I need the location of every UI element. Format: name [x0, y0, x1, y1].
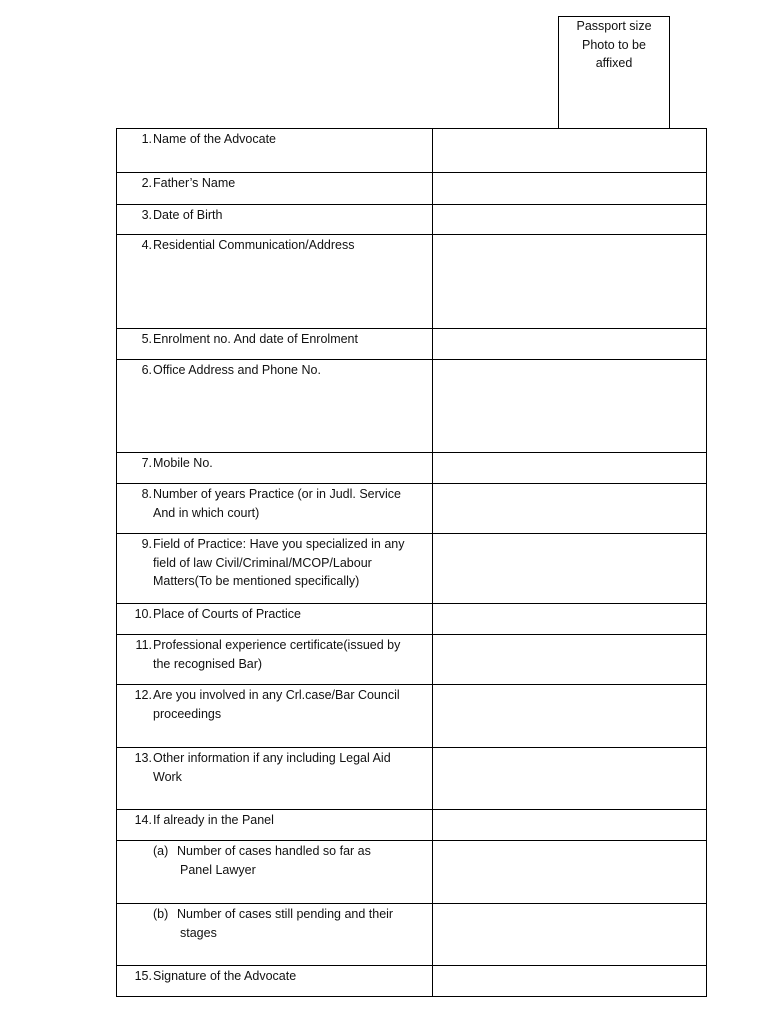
row-label: Place of Courts of Practice [153, 607, 301, 621]
row-number: 14. [134, 813, 152, 827]
form-row-experience-certificate [117, 635, 707, 685]
row-number: 9. [141, 537, 152, 551]
row-number: 12. [134, 688, 152, 702]
row-number: 10. [134, 607, 152, 621]
form-row-fathers-name [117, 173, 707, 205]
form-row-other-information [117, 748, 707, 810]
form-row-criminal-case [117, 685, 707, 748]
form-row-signature [117, 966, 707, 997]
row-label: Enrolment no. And date of Enrolment [153, 332, 358, 346]
answer-field-signature[interactable] [433, 966, 707, 997]
answer-field-date-of-birth[interactable] [433, 205, 707, 235]
row-number: 2. [141, 176, 152, 190]
answer-field-already-in-panel[interactable] [433, 810, 707, 841]
form-row-already-in-panel [117, 810, 707, 841]
answer-field-office-address[interactable] [433, 360, 707, 453]
row-label: Number of years Practice (or in Judl. Service And in which court) [153, 487, 402, 520]
form-row-years-practice [117, 484, 707, 534]
answer-field-other-information[interactable] [433, 748, 707, 810]
row-label: Other information if any including Legal Aid Work [153, 751, 391, 784]
form-row-cases-handled [117, 841, 707, 904]
answer-field-courts-of-practice[interactable] [433, 604, 707, 635]
row-number: 15. [134, 969, 152, 983]
form-row-residential-address [117, 235, 707, 329]
row-number: 11. [135, 638, 152, 652]
answer-field-years-practice[interactable] [433, 484, 707, 534]
form-row-date-of-birth [117, 205, 707, 235]
row-label-line-2: stages [180, 925, 217, 940]
form-row-courts-of-practice [117, 604, 707, 635]
photo-box-line-1: Passport size [576, 19, 652, 33]
form-row-mobile [117, 453, 707, 484]
answer-field-fathers-name[interactable] [433, 173, 707, 205]
row-number: 7. [141, 456, 152, 470]
answer-field-mobile[interactable] [433, 453, 707, 484]
passport-photo-box [558, 16, 670, 128]
form-row-office-address [117, 360, 707, 453]
application-form-table [116, 128, 707, 997]
row-number: 13. [134, 751, 152, 765]
row-label: Signature of the Advocate [153, 969, 297, 983]
row-label: Office Address and Phone No. [153, 363, 321, 377]
form-row-cases-pending [117, 904, 707, 966]
row-label: If already in the Panel [153, 813, 274, 827]
answer-field-criminal-case[interactable] [433, 685, 707, 748]
row-label: Father’s Name [153, 176, 236, 190]
answer-field-enrolment[interactable] [433, 329, 707, 360]
answer-field-cases-pending[interactable] [433, 904, 707, 966]
row-label-line-2: Panel Lawyer [180, 862, 256, 877]
answer-field-cases-handled[interactable] [433, 841, 707, 904]
row-number: (b) [153, 907, 169, 921]
row-label-line-1: Number of cases still pending and their [177, 907, 394, 921]
row-label-line-1: Number of cases handled so far as [177, 844, 371, 858]
answer-field-field-of-practice[interactable] [433, 534, 707, 604]
row-number: 6. [141, 363, 152, 377]
form-row-advocate-name [117, 129, 707, 173]
row-label: Residential Communication/Address [153, 238, 355, 252]
row-number: (a) [153, 844, 169, 858]
photo-box-line-2: Photo to be [582, 37, 646, 52]
row-number: 5. [141, 332, 152, 346]
answer-field-experience-certificate[interactable] [433, 635, 707, 685]
row-number: 1. [141, 132, 152, 146]
row-label: Are you involved in any Crl.case/Bar Council proceedings [153, 688, 400, 721]
row-label: Name of the Advocate [153, 132, 276, 146]
answer-field-advocate-name[interactable] [433, 129, 707, 173]
form-row-enrolment [117, 329, 707, 360]
row-label: Field of Practice: Have you specialized in any field of law Civil/Criminal/MCOP/Labour Matters(To be mentioned specifically) [153, 537, 405, 588]
row-number: 4. [141, 238, 152, 252]
row-number: 8. [141, 487, 152, 501]
row-label: Professional experience certificate(issued by the recognised Bar) [153, 638, 401, 671]
form-row-field-of-practice [117, 534, 707, 604]
row-label: Date of Birth [153, 208, 223, 222]
answer-field-residential-address[interactable] [433, 235, 707, 329]
row-number: 3. [141, 208, 152, 222]
row-label: Mobile No. [153, 456, 213, 470]
photo-box-line-3: affixed [595, 56, 633, 70]
